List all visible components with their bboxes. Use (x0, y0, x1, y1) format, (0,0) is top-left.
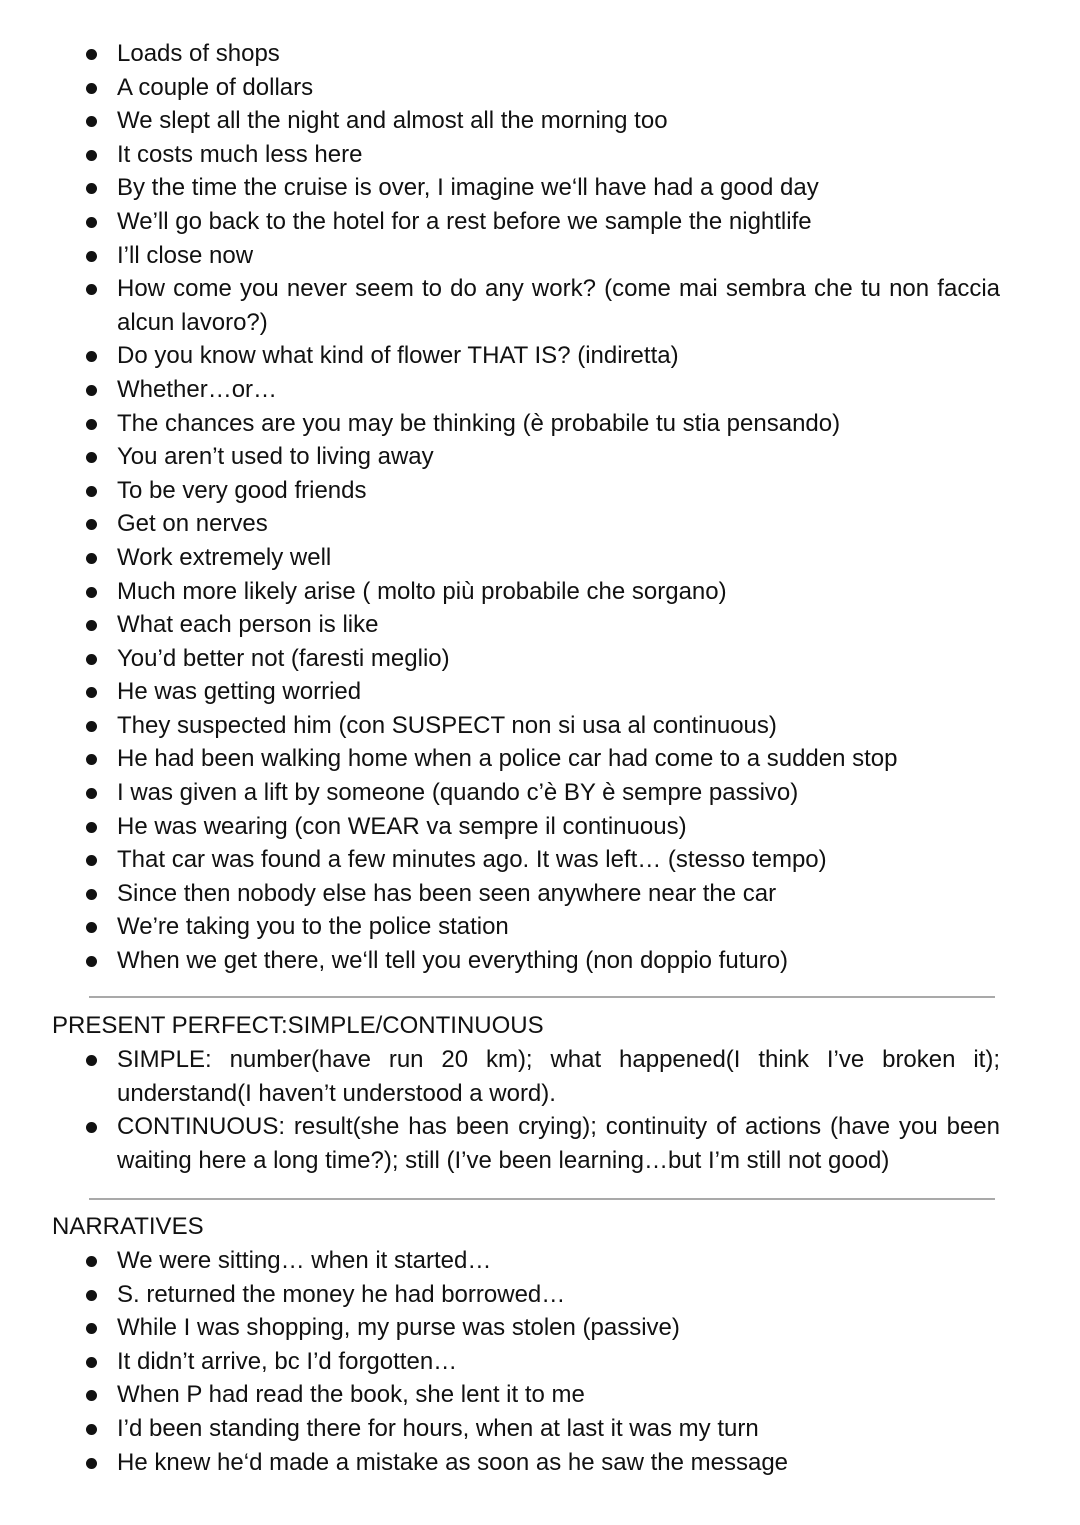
list-item: A couple of dollars (84, 71, 1000, 105)
list-item: The chances are you may be thinking (è probabile tu stia pensando) (84, 407, 1000, 441)
list-item: How come you never seem to do any work? (come mai sembra che tu non faccia alcun lavoro?) (84, 272, 1000, 339)
list-item: To be very good friends (84, 474, 1000, 508)
list-item: Whether…or… (84, 373, 1000, 407)
section-divider (89, 996, 995, 998)
list-item: SIMPLE: number(have run 20 km); what happened(I think I’ve broken it); understand(I haven’t understood a word). (84, 1043, 1000, 1110)
list-item: By the time the cruise is over, I imagine we‘ll have had a good day (84, 171, 1000, 205)
list-item: He had been walking home when a police car had come to a sudden stop (84, 742, 1000, 776)
list-item: I’ll close now (84, 239, 1000, 273)
list-item: I was given a lift by someone (quando c’è BY è sempre passivo) (84, 776, 1000, 810)
list-item: You’d better not (faresti meglio) (84, 642, 1000, 676)
list-item: It didn’t arrive, bc I’d forgotten… (84, 1345, 1000, 1379)
list-item: You aren’t used to living away (84, 440, 1000, 474)
list-item: He was wearing (con WEAR va sempre il continuous) (84, 810, 1000, 844)
list-item: When we get there, we‘ll tell you everything (non doppio futuro) (84, 944, 1000, 978)
list-item: Do you know what kind of flower THAT IS? (indiretta) (84, 339, 1000, 373)
list-item: Since then nobody else has been seen anywhere near the car (84, 877, 1000, 911)
list-item: Much more likely arise ( molto più probabile che sorgano) (84, 575, 1000, 609)
list-item: We’ll go back to the hotel for a rest before we sample the nightlife (84, 205, 1000, 239)
present-perfect-list (84, 1043, 1000, 1177)
list-item: He knew he‘d made a mistake as soon as he saw the message (84, 1446, 1000, 1480)
list-item: We’re taking you to the police station (84, 910, 1000, 944)
list-item: Get on nerves (84, 507, 1000, 541)
list-item: Loads of shops (84, 37, 1000, 71)
narratives-list (84, 1244, 1000, 1479)
list-item: They suspected him (con SUSPECT non si usa al continuous) (84, 709, 1000, 743)
list-item: Work extremely well (84, 541, 1000, 575)
list-item: S. returned the money he had borrowed… (84, 1278, 1000, 1312)
list-item: We slept all the night and almost all the morning too (84, 104, 1000, 138)
list-item: That car was found a few minutes ago. It was left… (stesso tempo) (84, 843, 1000, 877)
list-item: CONTINUOUS: result(she has been crying); continuity of actions (have you been waiting here a long time?); still (I’ve been learning…but I’m still not good) (84, 1110, 1000, 1177)
phrases-list (84, 37, 1000, 978)
list-item: What each person is like (84, 608, 1000, 642)
list-item: I’d been standing there for hours, when at last it was my turn (84, 1412, 1000, 1446)
section-divider (89, 1198, 995, 1200)
list-item: He was getting worried (84, 675, 1000, 709)
narratives-heading: NARRATIVES (52, 1213, 204, 1240)
list-item: We were sitting… when it started… (84, 1244, 1000, 1278)
list-item: When P had read the book, she lent it to me (84, 1378, 1000, 1412)
list-item: It costs much less here (84, 138, 1000, 172)
present-perfect-heading: PRESENT PERFECT:SIMPLE/CONTINUOUS (52, 1012, 544, 1039)
list-item: While I was shopping, my purse was stolen (passive) (84, 1311, 1000, 1345)
